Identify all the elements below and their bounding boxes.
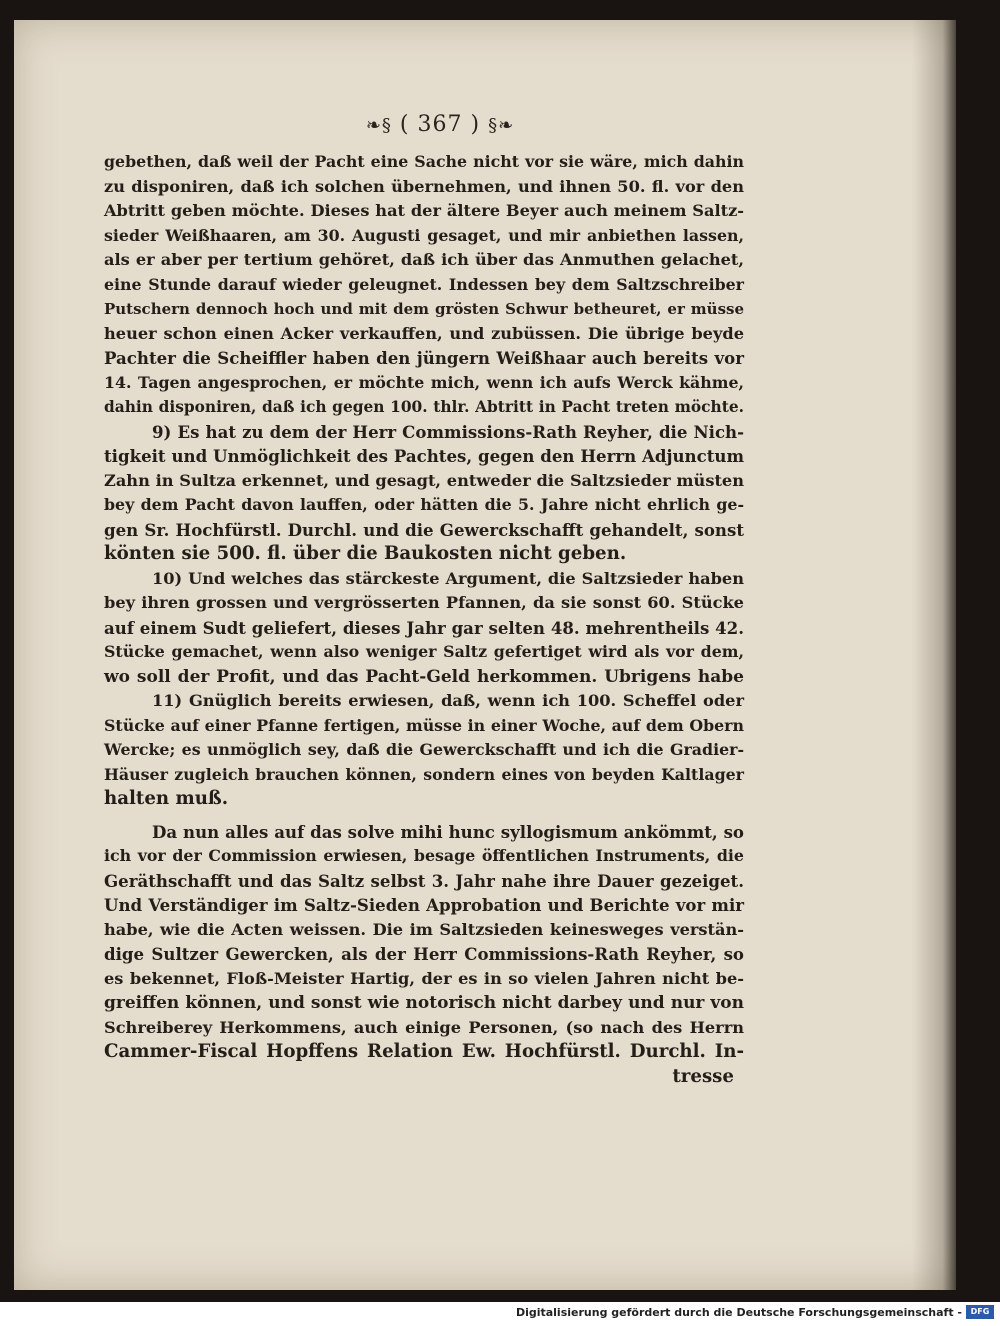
text-line: gebethen, daß weil der Pacht eine Sache nicht vor sie wäre, mich dahin: [104, 152, 744, 171]
dfg-logo: DFG: [966, 1305, 994, 1319]
text-line: Zahn in Sultza erkennet, und gesagt, entweder die Saltzsieder müsten: [104, 470, 744, 490]
text-line: Cammer-Fiscal Hopffens Relation Ew. Hochfürstl. Durchl. In-: [104, 1041, 744, 1062]
text-line: könten sie 500. fl. über die Baukosten nicht geben.: [104, 543, 627, 564]
text-line: ich vor der Commission erwiesen, besage öffentlichen Instruments, die: [104, 846, 744, 865]
page-spine-shadow: [912, 20, 956, 1290]
text-line: habe, wie die Acten weissen. Die im Saltzsieden keinesweges verstän-: [104, 919, 744, 939]
page-header: [330, 112, 550, 137]
text-line: Und Verständiger im Saltz-Sieden Approbation und Berichte vor mir: [104, 895, 744, 915]
text-line: Pachter die Scheiffler haben den jüngern Weißhaar auch bereits vor: [104, 348, 744, 368]
body-text: [104, 150, 744, 1089]
text-line: Häuser zugleich brauchen können, sondern eines von beyden Kaltlager: [104, 764, 744, 784]
text-line: heuer schon einen Acker verkauffen, und zubüssen. Die übrige beyde: [104, 323, 744, 343]
text-line: als er aber per tertium gehöret, daß ich über das Anmuthen gelachet,: [104, 250, 744, 269]
text-line: auf einem Sudt geliefert, dieses Jahr gar selten 48. mehrentheils 42.: [104, 617, 744, 638]
text-line: 11) Gnüglich bereits erwiesen, daß, wenn ich 100. Scheffel oder: [152, 691, 744, 710]
footer-credit: Digitalisierung gefördert durch die Deutsche Forschungsgemeinschaft -: [515, 1306, 962, 1319]
text-line: Geräthschafft und das Saltz selbst 3. Jahr nahe ihre Dauer gezeiget.: [104, 870, 744, 891]
text-line: 10) Und welches das stärckeste Argument, die Saltzsieder haben: [152, 568, 744, 588]
text-line: Da nun alles auf das solve mihi hunc syllogismum ankömmt, so: [152, 821, 744, 842]
text-line: halten muß.: [104, 788, 229, 809]
text-line: Abtritt geben möchte. Dieses hat der ältere Beyer auch meinem Saltz-: [104, 201, 744, 220]
catchword: tresse: [672, 1065, 734, 1087]
text-line: dige Sultzer Gewercken, als der Herr Commissions-Rath Reyher, so: [104, 944, 744, 964]
text-line: dahin disponiren, daß ich gegen 100. thlr. Abtritt in Pacht treten möchte.: [104, 398, 744, 416]
text-line: tigkeit und Unmöglichkeit des Pachtes, gegen den Herrn Adjunctum: [104, 446, 744, 466]
text-line: zu disponiren, daß ich solchen übernehmen, und ihnen 50. fl. vor den: [104, 176, 744, 196]
text-line: eine Stunde darauf wieder geleugnet. Indessen bey dem Saltzschreiber: [104, 274, 744, 294]
text-line: wo soll der Profit, und das Pacht-Geld herkommen. Ubrigens habe: [104, 666, 744, 687]
text-line: es bekennet, Floß-Meister Hartig, der es in so vielen Jahren nicht be-: [104, 968, 744, 988]
text-line: greiffen können, und sonst wie notorisch nicht darbey und nur von: [104, 993, 744, 1013]
header-ornament-left: ❧§: [365, 115, 392, 136]
text-line: gen Sr. Hochfürstl. Durchl. und die Gewerckschafft gehandelt, sonst: [104, 519, 744, 540]
header-ornament-right: §❧: [488, 115, 515, 136]
text-line: Schreiberey Herkommens, auch einige Personen, (so nach des Herrn: [104, 1017, 744, 1037]
text-line: Stücke auf einer Pfanne fertigen, müsse in einer Woche, auf dem Obern: [104, 715, 744, 735]
text-line: Wercke; es unmöglich sey, daß die Gewerckschafft und ich die Gradier-: [104, 740, 744, 759]
page-number: ( 367 ): [399, 112, 481, 137]
text-line: Stücke gemachet, wenn also weniger Saltz gefertiget wird als vor dem,: [104, 642, 744, 661]
text-line: 14. Tagen angesprochen, er möchte mich, wenn ich aufs Werck kähme,: [104, 372, 744, 392]
text-line: 9) Es hat zu dem der Herr Commissions-Rath Reyher, die Nich-: [152, 421, 744, 442]
paragraph-gap: [104, 812, 744, 820]
text-line: bey ihren grossen und vergrösserten Pfannen, da sie sonst 60. Stücke: [104, 593, 744, 612]
text-line: sieder Weißhaaren, am 30. Augusti gesaget, und mir anbiethen lassen,: [104, 225, 744, 245]
text-line: bey dem Pacht davon lauffen, oder hätten die 5. Jahre nicht ehrlich ge-: [104, 495, 744, 514]
text-line: Putschern dennoch hoch und mit dem grösten Schwur betheuret, er müsse: [104, 300, 744, 318]
